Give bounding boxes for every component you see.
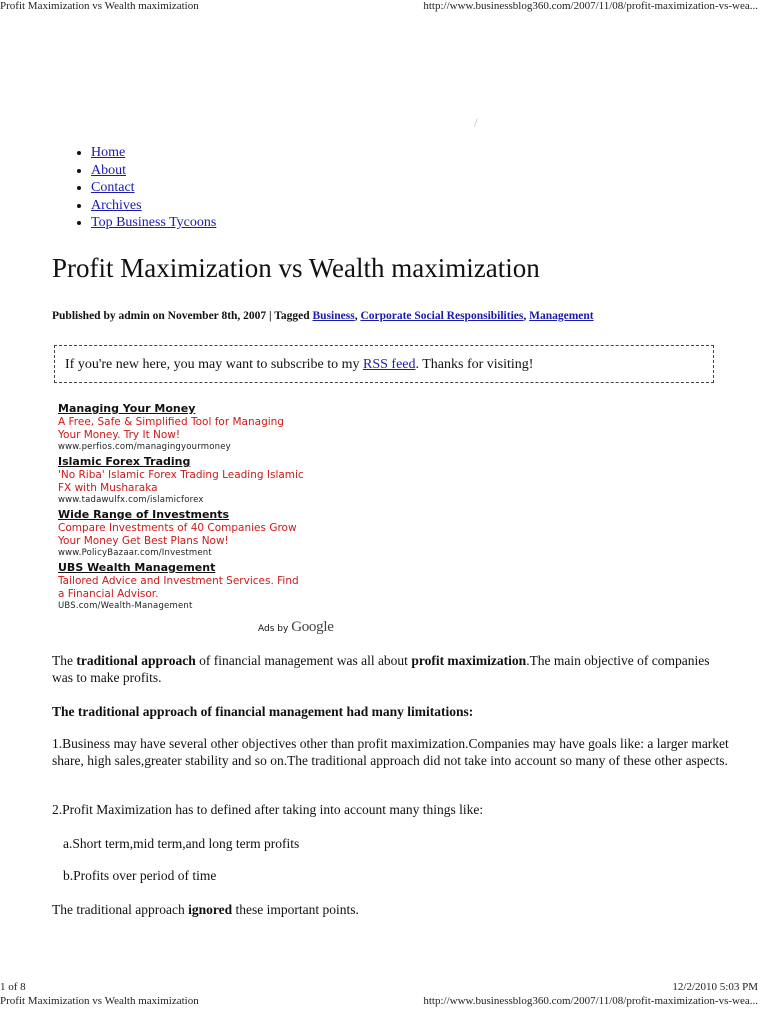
ad-item[interactable] bbox=[58, 455, 348, 506]
tag-link-corporate-social-responsibilities[interactable]: Corporate Social Responsibilities bbox=[360, 310, 524, 322]
nav-link-archives[interactable]: Archives bbox=[91, 197, 142, 213]
tag-separator: , bbox=[523, 310, 530, 322]
nav-link-home[interactable]: Home bbox=[91, 145, 126, 160]
ad-description: a Financial Advisor. bbox=[58, 588, 159, 600]
tag-separator: , bbox=[354, 310, 361, 322]
print-page-number: 1 of 8 bbox=[0, 981, 26, 993]
nav-item-archives bbox=[91, 197, 216, 215]
nav-item-about bbox=[91, 162, 216, 180]
banner-slash: / bbox=[474, 115, 478, 130]
bold-text: traditional approach bbox=[76, 653, 196, 668]
text-run: these important points. bbox=[232, 902, 359, 917]
post-title: Profit Maximization vs Wealth maximization bbox=[52, 253, 540, 283]
ad-url[interactable]: www.tadawulfx.com/islamicforex bbox=[58, 495, 204, 505]
paragraph-subpoint-a: a.Short term,mid term,and long term profits bbox=[63, 836, 300, 851]
print-page-title: Profit Maximization vs Wealth maximization bbox=[0, 0, 199, 12]
ad-description: A Free, Safe & Simplified Tool for Managing bbox=[58, 416, 284, 428]
paragraph-intro bbox=[52, 652, 732, 686]
ads-by-google[interactable] bbox=[258, 619, 334, 636]
main-nav bbox=[53, 144, 216, 232]
tag-link-management[interactable]: Management bbox=[529, 310, 594, 322]
post-meta-text: Published by admin on November 8th, 2007 | Tagged bbox=[52, 310, 313, 322]
print-datetime: 12/2/2010 5:03 PM bbox=[672, 981, 758, 993]
ad-url[interactable]: www.perfios.com/managingyourmoney bbox=[58, 442, 231, 452]
ad-item[interactable] bbox=[58, 508, 348, 559]
paragraph-point-1: 1.Business may have several other objectives other than profit maximization.Companies may have goals like: a larger market share, high sales,greater stability and so on.The traditional approach did not take into account so many of these other aspects. bbox=[52, 736, 729, 768]
nav-link-about[interactable]: About bbox=[91, 162, 126, 178]
paragraph-subpoint-b: b.Profits over period of time bbox=[63, 868, 217, 883]
blog-banner bbox=[54, 78, 494, 133]
text-run: The traditional approach bbox=[52, 902, 189, 917]
ads-by-label: Ads by bbox=[258, 624, 289, 634]
google-ads-block bbox=[58, 402, 348, 614]
print-page-title: Profit Maximization vs Wealth maximization bbox=[0, 995, 199, 1007]
ad-title[interactable]: Managing Your Money bbox=[58, 402, 196, 415]
ad-description: FX with Musharaka bbox=[58, 482, 158, 494]
text-run: The bbox=[52, 653, 77, 668]
nav-item-top-business-tycoons bbox=[91, 214, 216, 232]
ad-description: 'No Riba' Islamic Forex Trading Leading Islamic bbox=[58, 469, 304, 481]
ad-url[interactable]: www.PolicyBazaar.com/Investment bbox=[58, 548, 212, 558]
paragraph-point-2: 2.Profit Maximization has to defined after taking into account many things like: bbox=[52, 802, 484, 817]
ad-title[interactable]: Wide Range of Investments bbox=[58, 508, 230, 521]
bold-text: ignored bbox=[188, 902, 233, 917]
nav-item-contact bbox=[91, 179, 216, 197]
rss-feed-link[interactable]: RSS feed bbox=[363, 357, 416, 372]
print-page-url: http://www.businessblog360.com/2007/11/08/profit-maximization-vs-wea... bbox=[423, 995, 758, 1007]
bold-text: profit maximization bbox=[411, 653, 527, 668]
nav-item-home bbox=[91, 144, 216, 162]
ad-title[interactable]: Islamic Forex Trading bbox=[58, 455, 191, 468]
paragraph-conclusion bbox=[52, 901, 732, 918]
paragraph-limitations-heading: The traditional approach of financial management had many limitations: bbox=[52, 704, 474, 719]
notice-text-before: If you're new here, you may want to subscribe to my bbox=[65, 357, 363, 372]
print-header bbox=[0, 0, 768, 14]
google-logo: Google bbox=[291, 619, 334, 635]
text-run: .The main objective of companies was to make profits. bbox=[52, 653, 710, 685]
text-run: of financial management was all about bbox=[195, 653, 412, 668]
print-page-url: http://www.businessblog360.com/2007/11/08/profit-maximization-vs-wea... bbox=[423, 0, 758, 12]
tag-link-business[interactable]: Business bbox=[312, 310, 355, 322]
nav-link-top-business-tycoons[interactable]: Top Business Tycoons bbox=[91, 215, 217, 230]
subscribe-notice bbox=[54, 345, 714, 383]
nav-link-contact[interactable]: Contact bbox=[91, 180, 135, 195]
ad-description: Your Money Get Best Plans Now! bbox=[58, 535, 229, 547]
ad-description: Tailored Advice and Investment Services. Find bbox=[58, 575, 299, 587]
ad-title[interactable]: UBS Wealth Management bbox=[58, 561, 216, 574]
ad-url[interactable]: UBS.com/Wealth-Management bbox=[58, 601, 193, 611]
ad-description: Your Money. Try It Now! bbox=[58, 429, 181, 441]
ad-item[interactable] bbox=[58, 561, 348, 612]
ad-item[interactable] bbox=[58, 402, 348, 453]
post-meta bbox=[52, 310, 594, 322]
ad-description: Compare Investments of 40 Companies Grow bbox=[58, 522, 297, 534]
notice-text-after: . Thanks for visiting! bbox=[415, 357, 534, 372]
